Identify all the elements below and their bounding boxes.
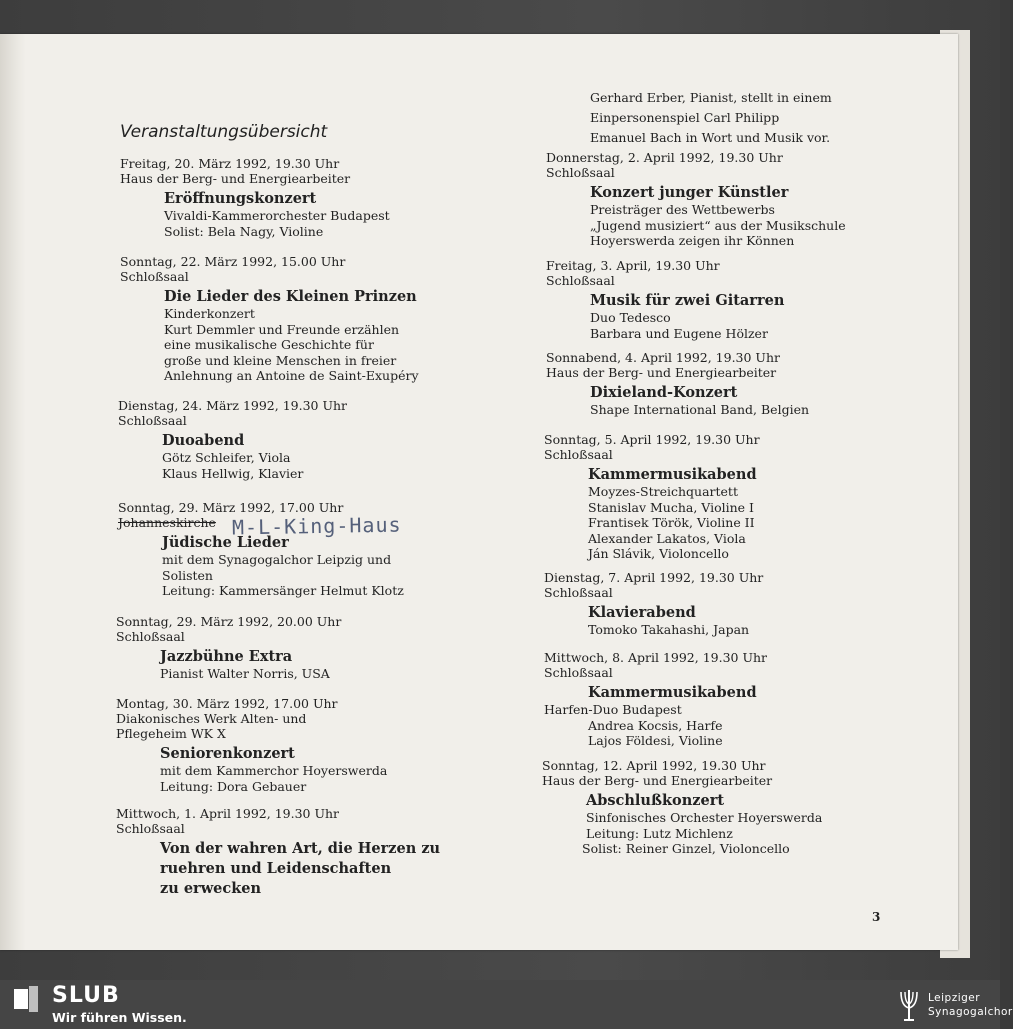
event-date: Mittwoch, 8. April 1992, 19.30 Uhr <box>544 650 768 665</box>
event-venue: Schloßsaal <box>544 665 613 680</box>
event-title: ruehren und Leidenschaften <box>160 860 392 877</box>
event-kammermusik-2 <box>544 650 884 749</box>
event-detail: Leitung: Kammersänger Helmut Klotz <box>162 583 404 598</box>
event-venue: Haus der Berg- und Energiearbeiter <box>120 171 351 186</box>
event-venue: Schloßsaal <box>546 165 615 180</box>
event-dixieland <box>546 350 886 418</box>
event-detail: Götz Schleifer, Viola <box>162 450 291 465</box>
event-wahren-art <box>116 806 456 899</box>
event-detail: Leitung: Dora Gebauer <box>160 778 307 794</box>
event-detail: Stanislav Mucha, Violine I <box>588 499 754 515</box>
slub-logo-icon <box>12 986 40 1012</box>
event-venue: Haus der Berg- und Energiearbeiter <box>546 365 777 380</box>
event-detail: Preisträger des Wettbewerbs <box>590 202 775 217</box>
event-title: Kammermusikabend <box>588 684 757 701</box>
event-detail: Alexander Lakatos, Viola <box>588 530 746 546</box>
event-detail: Solisten <box>162 567 213 583</box>
event-zwei-gitarren <box>546 258 886 341</box>
event-title: Von der wahren Art, die Herzen zu <box>160 840 441 857</box>
event-detail: Harfen-Duo Budapest <box>544 702 682 717</box>
event-title: Eröffnungskonzert <box>164 190 317 207</box>
leipziger-synagogalchor-label <box>928 991 1013 1019</box>
event-detail: große und kleine Menschen in freier <box>164 352 397 368</box>
event-seniorenkonzert <box>116 696 456 794</box>
event-detail: Sinfonisches Orchester Hoyerswerda <box>586 810 823 825</box>
page-heading: Veranstaltungsübersicht <box>120 122 328 142</box>
event-venue-struck: Johanneskirche <box>118 515 216 530</box>
event-kammermusik-1 <box>544 432 884 562</box>
event-detail: Shape International Band, Belgien <box>590 402 810 417</box>
event-title: Jazzbühne Extra <box>160 648 293 665</box>
menorah-icon <box>898 986 920 1022</box>
event-date: Sonntag, 12. April 1992, 19.30 Uhr <box>542 758 766 773</box>
event-date: Sonntag, 29. März 1992, 20.00 Uhr <box>116 614 342 629</box>
event-venue: Schloßsaal <box>118 413 187 428</box>
event-detail: Barbara und Eugene Hölzer <box>590 325 768 341</box>
event-venue: Schloßsaal <box>116 821 185 836</box>
event-date: Mittwoch, 1. April 1992, 19.30 Uhr <box>116 806 340 821</box>
event-detail: Gerhard Erber, Pianist, stellt in einem <box>590 90 832 105</box>
partner-line-1: Leipziger <box>928 992 981 1004</box>
event-title: Kammermusikabend <box>588 466 757 483</box>
event-title: zu erwecken <box>160 880 262 897</box>
event-detail: Einpersonenspiel Carl Philipp <box>590 110 780 125</box>
event-venue: Schloßsaal <box>116 629 185 644</box>
event-detail: Ján Slávik, Violoncello <box>588 546 729 561</box>
event-date: Freitag, 3. April, 19.30 Uhr <box>546 258 720 273</box>
event-detail: Frantisek Török, Violine II <box>588 515 755 530</box>
event-detail: Tomoko Takahashi, Japan <box>588 622 750 637</box>
event-venue: Schloßsaal <box>544 585 613 600</box>
event-detail: Lajos Földesi, Violine <box>588 733 723 748</box>
event-klavierabend <box>544 570 884 638</box>
event-title: Die Lieder des Kleinen Prinzen <box>164 288 417 305</box>
event-abschlusskonzert <box>542 758 882 857</box>
event-detail: Pianist Walter Norris, USA <box>160 666 330 681</box>
event-detail: mit dem Synagogalchor Leipzig und <box>162 552 392 567</box>
event-date: Sonnabend, 4. April 1992, 19.30 Uhr <box>546 350 780 365</box>
event-title: Dixieland-Konzert <box>590 384 738 401</box>
event-detail: mit dem Kammerchor Hoyerswerda <box>160 763 388 778</box>
page-spine <box>0 34 26 950</box>
event-detail: Duo Tedesco <box>590 310 671 325</box>
event-date: Dienstag, 7. April 1992, 19.30 Uhr <box>544 570 764 585</box>
event-venue: Schloßsaal <box>546 273 615 288</box>
event-detail: Kinderkonzert <box>164 306 255 321</box>
event-venue: Schloßsaal <box>120 269 189 284</box>
partner-line-2: Synagogalchor <box>928 1006 1013 1018</box>
event-title: Abschlußkonzert <box>586 792 725 809</box>
document-page <box>0 34 958 950</box>
event-title: Duoabend <box>162 432 245 449</box>
event-detail: Hoyerswerda zeigen ihr Können <box>590 233 795 248</box>
event-junger-kuenstler <box>546 150 886 249</box>
event-detail: Andrea Kocsis, Harfe <box>588 717 723 733</box>
event-date: Freitag, 20. März 1992, 19.30 Uhr <box>120 156 340 171</box>
event-detail: Solist: Bela Nagy, Violine <box>164 223 324 239</box>
event-venue: Haus der Berg- und Energiearbeiter <box>542 773 773 788</box>
event-duoabend <box>118 398 458 481</box>
event-date: Dienstag, 24. März 1992, 19.30 Uhr <box>118 398 348 413</box>
event-detail: Kurt Demmler und Freunde erzählen <box>164 321 400 337</box>
event-detail: Solist: Reiner Ginzel, Violoncello <box>582 841 790 856</box>
slub-tagline: Wir führen Wissen. <box>52 1010 187 1025</box>
event-detail: Moyzes-Streichquartett <box>588 484 738 499</box>
event-venue: Schloßsaal <box>544 447 613 462</box>
event-title: Jüdische Lieder <box>162 534 289 551</box>
event-venue: Pflegeheim WK X <box>116 726 226 741</box>
event-detail: Vivaldi-Kammerorchester Budapest <box>164 208 390 223</box>
event-kleinen-prinzen <box>120 254 460 384</box>
event-detail: Klaus Hellwig, Klavier <box>162 465 304 481</box>
event-date: Sonntag, 29. März 1992, 17.00 Uhr <box>118 500 344 515</box>
event-erber-continued <box>590 88 910 148</box>
event-detail: Anlehnung an Antoine de Saint-Exupéry <box>164 368 419 383</box>
event-date: Montag, 30. März 1992, 17.00 Uhr <box>116 696 338 711</box>
handwritten-annotation: M-L-King-Haus <box>231 512 402 540</box>
event-date: Sonntag, 5. April 1992, 19.30 Uhr <box>544 432 760 447</box>
event-date: Donnerstag, 2. April 1992, 19.30 Uhr <box>546 150 783 165</box>
event-jazzbuehne <box>116 614 456 682</box>
event-title: Konzert junger Künstler <box>590 184 789 201</box>
event-detail: Leitung: Lutz Michlenz <box>586 825 733 841</box>
event-title: Seniorenkonzert <box>160 745 295 762</box>
event-title: Musik für zwei Gitarren <box>590 292 785 309</box>
event-detail: eine musikalische Geschichte für <box>164 337 374 352</box>
event-detail: „Jugend musiziert“ aus der Musikschule <box>590 217 846 233</box>
event-opening <box>120 156 460 239</box>
page-number: 3 <box>872 910 881 924</box>
event-venue: Diakonisches Werk Alten- und <box>116 711 307 726</box>
event-title: Klavierabend <box>588 604 696 621</box>
footer-bar <box>0 980 1013 1029</box>
event-detail: Emanuel Bach in Wort und Musik vor. <box>590 130 831 145</box>
event-date: Sonntag, 22. März 1992, 15.00 Uhr <box>120 254 346 269</box>
slub-brand: SLUB <box>52 983 120 1008</box>
